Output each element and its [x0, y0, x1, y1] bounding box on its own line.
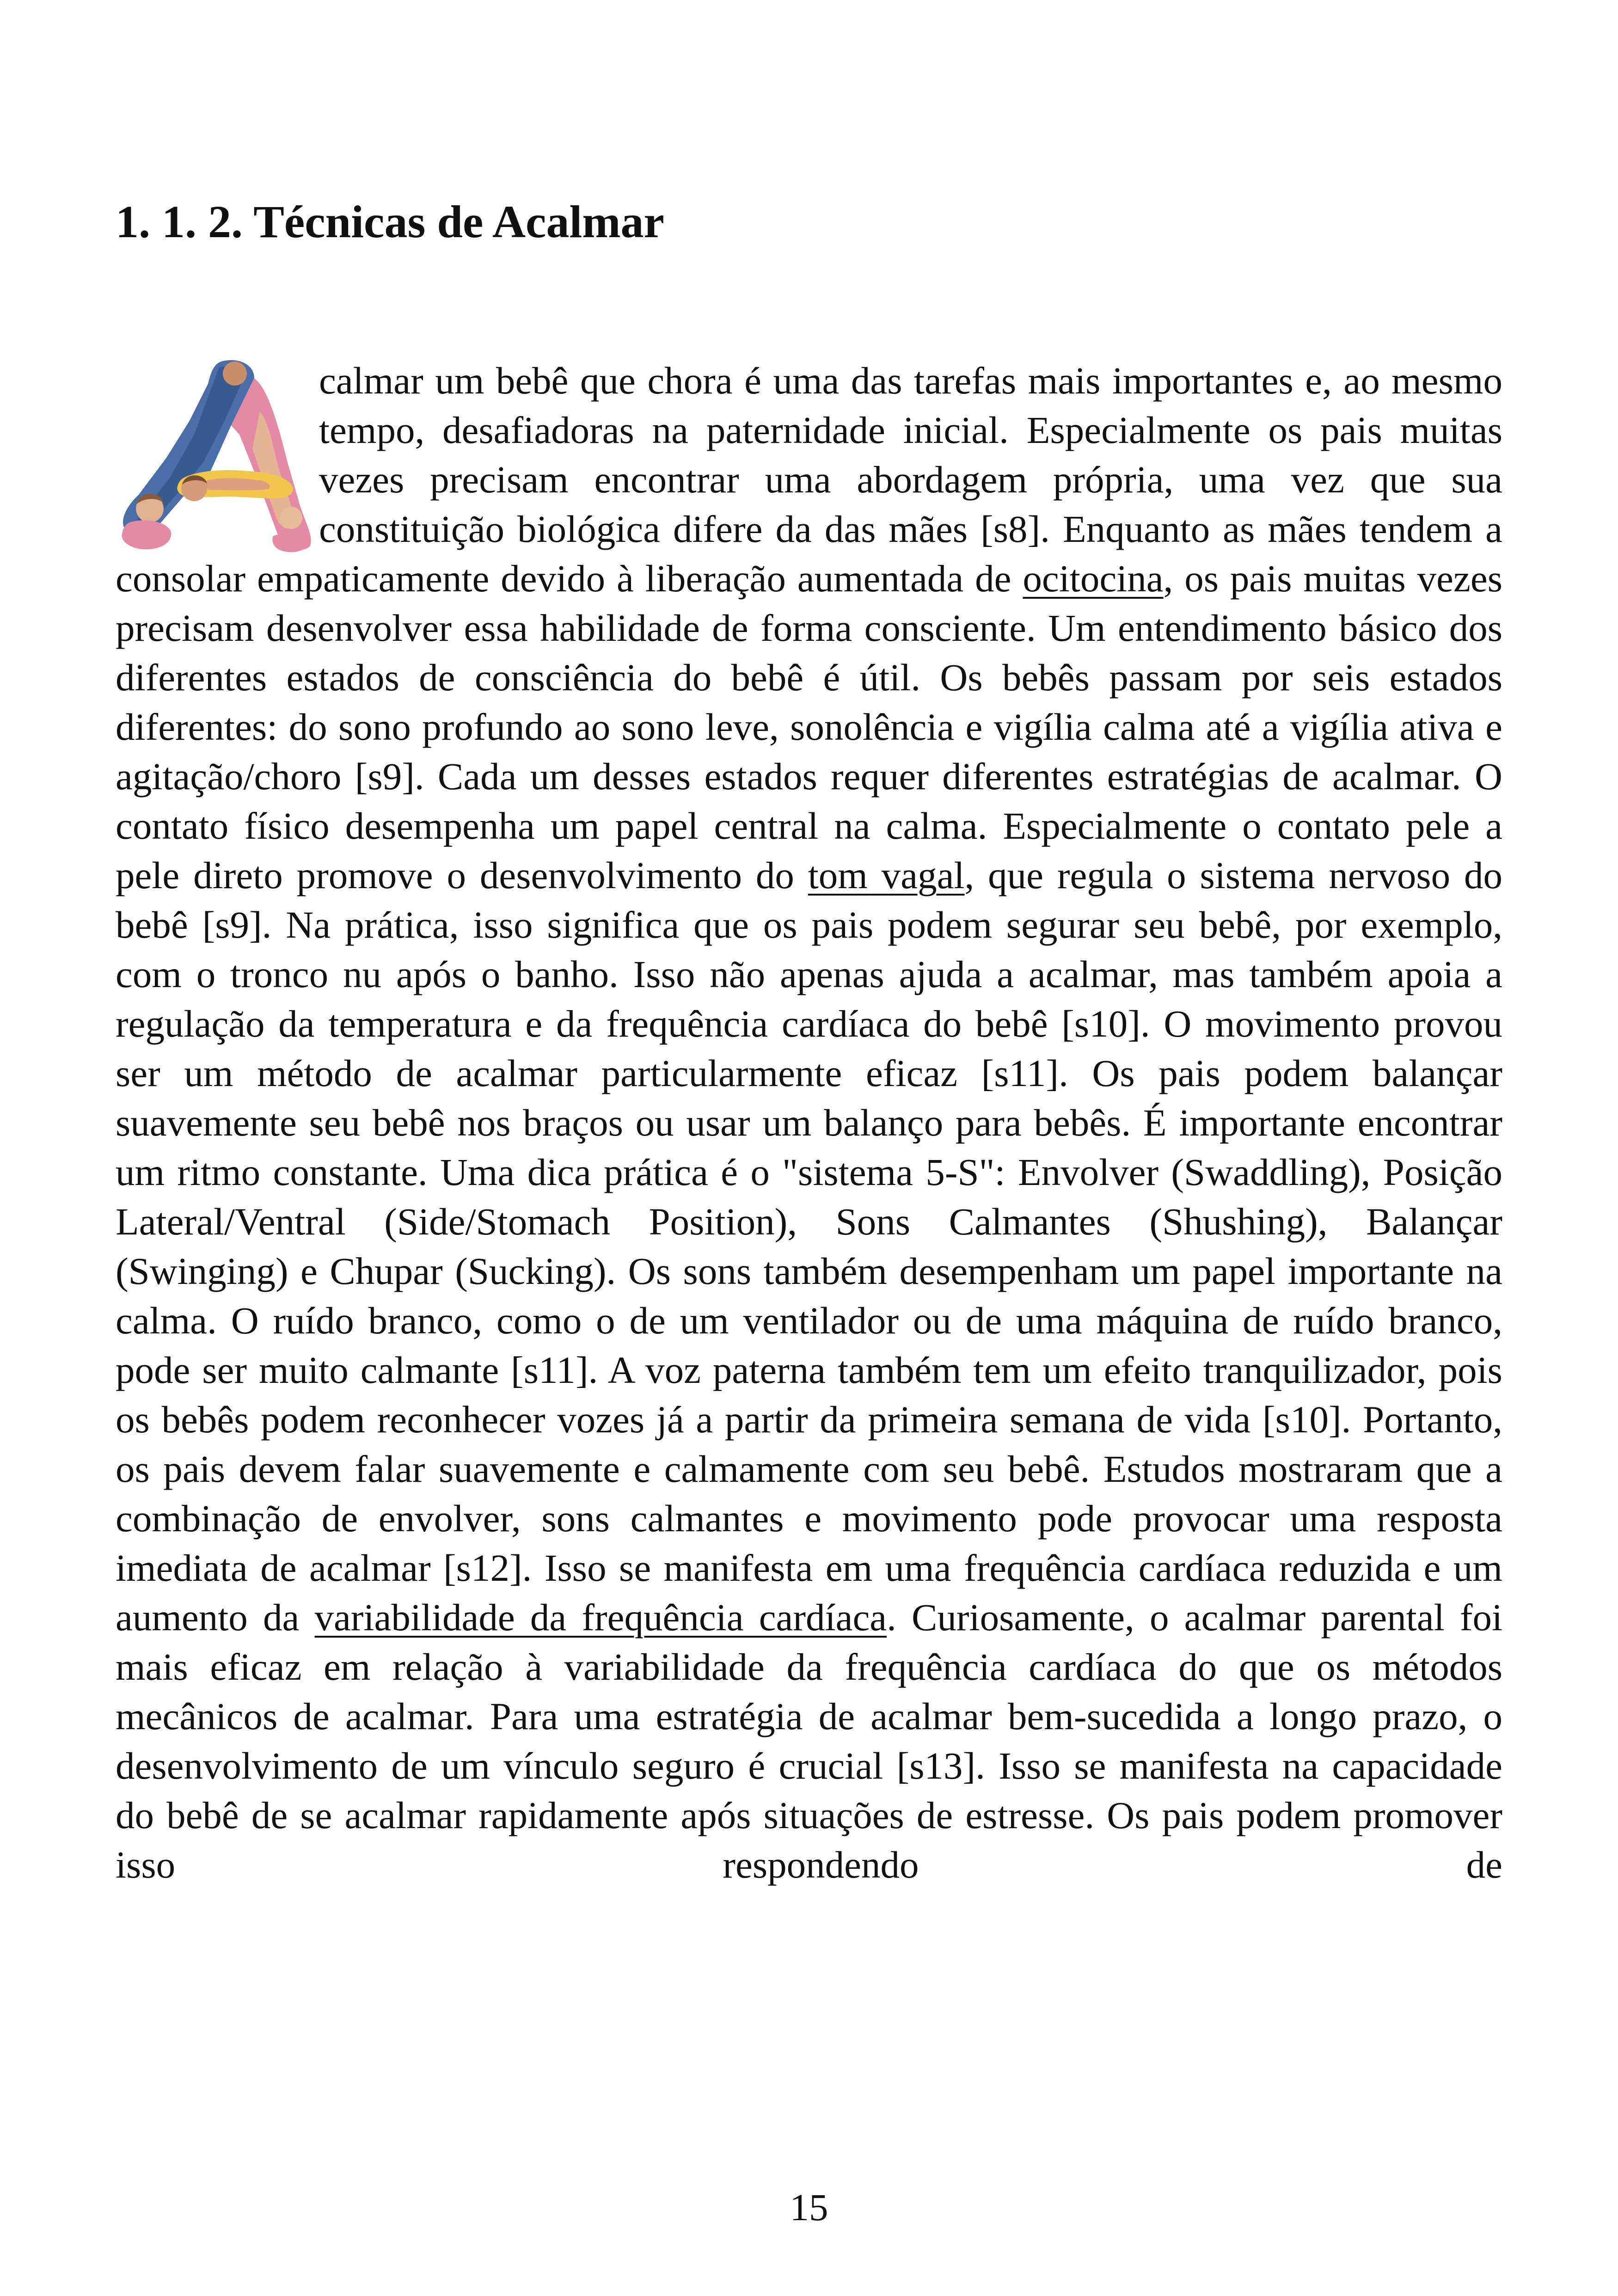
body-text-run: . Curiosamente, o acalmar parental foi mais eficaz em relação à variabilidade da frequência cardíaca do que os métodos mecânicos de acalmar. Para uma estratégia de acalmar bem-sucedida a longo prazo, o desenvolvimento de um vínculo seguro é crucial [s13]. Isso se manifesta na capacidade do bebê de se acalmar rapidamente após situações de estresse. Os pais podem promover isso respondendo de: [116, 1596, 1503, 1886]
body-paragraph: [116, 356, 1502, 1890]
dropcap-head-top: [223, 362, 247, 386]
underlined-term: variabilidade da frequência cardíaca: [314, 1596, 887, 1639]
body-text-run: , que regula o sistema nervoso do bebê [s9]. Na prática, isso significa que os pais podem segurar seu bebê, por exemplo, com o tronco nu após o banho. Isso não apenas ajuda a acalmar, mas também apoia a regulação da temperatura e da frequência cardíaca do bebê [s10]. O movimento provou ser um método de acalmar particularmente eficaz [s11]. Os pais podem balançar suavemente seu bebê nos braços ou usar um balanço para bebês. É importante encontrar um ritmo constante. Uma dica prática é o "sistema 5-S": Envolver (Swaddling), Posição Lateral/Ventral (Side/Stomach Position), Sons Calmantes (Shushing), Balançar (Swinging) e Chupar (Sucking). Os sons também desempenham um papel importante na calma. O ruído branco, como o de um ventilador ou de uma máquina de ruído branco, pode ser muito calmante [s11]. A voz paterna também tem um efeito tranquilizador, pois os bebês podem reconhecer vozes já a partir da primeira semana de vida [s10]. Portanto, os pais devem falar suavemente e calmamente com seu bebê. Estudos mostraram que a combinação de envolver, sons calmantes e movimento pode provocar uma resposta imediata de acalmar [s12]. Isso se manifesta em uma frequência cardíaca reduzida e um aumento da: [116, 854, 1503, 1639]
dropcap-bottom-left-clothing: [122, 520, 171, 549]
body-text-run: , os pais muitas vezes precisam desenvolver essa habilidade de forma consciente. Um entendimento básico dos diferentes estados de consciência do bebê é útil. Os bebês passam por seis estados diferentes: do sono profundo ao sono leve, sonolência e vigília calma até a vigília ativa e agitação/choro [s9]. Cada um desses estados requer diferentes estratégias de acalmar. O contato físico desempenha um papel central na calma. Especialmente o contato pele a pele direto promove o desenvolvimento do: [116, 557, 1502, 896]
underlined-term: tom vagal: [808, 854, 965, 896]
body-text-run: calmar um bebê que chora é uma das tarefas mais importantes e, ao mesmo tempo, desafiadoras na paternidade inicial. Especialmente os pais muitas vezes precisam encontrar uma abordagem própria, uma vez que sua constituição biológica difere da das mães [s8]. Enquanto as mães tendem a consolar empaticamente devido à liberação aumentada de: [116, 359, 1502, 600]
section-heading: 1. 1. 2. Técnicas de Acalmar: [116, 196, 664, 247]
dropcap-head-right: [280, 507, 302, 529]
page-number: 15: [790, 2186, 828, 2228]
underlined-term: ocitocina: [1023, 557, 1164, 600]
dropcap-letter-a-image: [116, 356, 319, 554]
